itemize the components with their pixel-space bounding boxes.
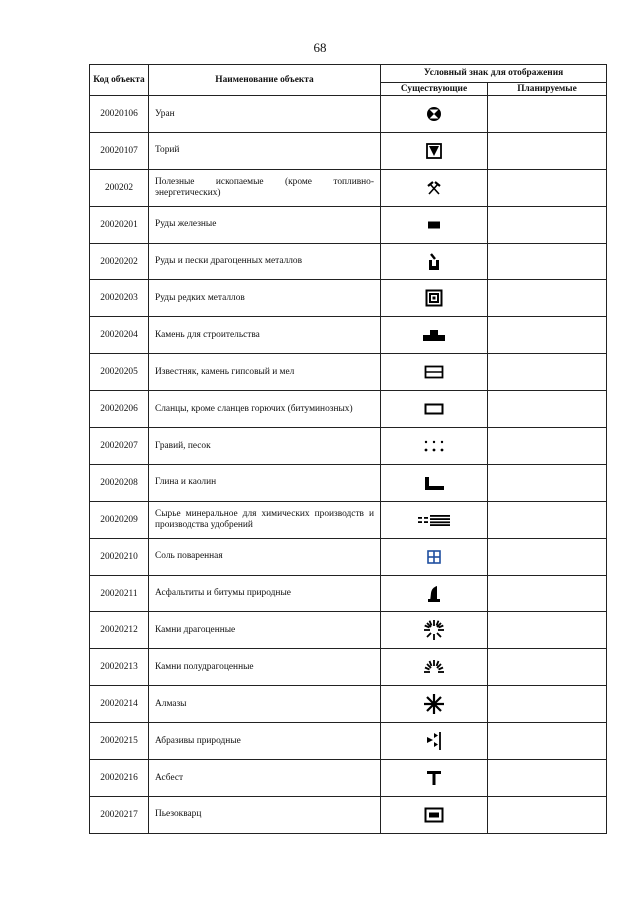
table-row <box>90 169 607 206</box>
planned-symbol-cell <box>488 317 607 354</box>
thorium-icon <box>381 143 487 159</box>
object-name: Руды железные <box>149 206 381 243</box>
asbestos-icon <box>381 770 487 786</box>
planned-symbol-cell <box>488 206 607 243</box>
object-code: 20020206 <box>90 391 149 428</box>
abrasives-icon <box>381 731 487 751</box>
table-row <box>90 723 607 760</box>
table-row <box>90 501 607 538</box>
object-code: 20020202 <box>90 243 149 280</box>
object-code: 20020207 <box>90 428 149 465</box>
existing-symbol-cell <box>381 206 488 243</box>
piezoquartz-icon <box>381 807 487 823</box>
table-row <box>90 575 607 612</box>
object-code: 20020201 <box>90 206 149 243</box>
object-name: Камни драгоценные <box>149 612 381 649</box>
existing-symbol-cell <box>381 796 488 833</box>
table-row <box>90 612 607 649</box>
object-code: 20020214 <box>90 686 149 723</box>
object-code: 200202 <box>90 169 149 206</box>
planned-symbol-cell <box>488 169 607 206</box>
object-name: Руды и пески драгоценных металлов <box>149 243 381 280</box>
existing-symbol-cell <box>381 428 488 465</box>
table-row <box>90 464 607 501</box>
table-row <box>90 686 607 723</box>
object-name: Известняк, камень гипсовый и мел <box>149 354 381 391</box>
existing-symbol-cell <box>381 132 488 169</box>
object-code: 20020215 <box>90 723 149 760</box>
object-code: 20020217 <box>90 796 149 833</box>
table-row <box>90 649 607 686</box>
existing-symbol-cell <box>381 464 488 501</box>
existing-symbol-cell <box>381 317 488 354</box>
object-code: 20020205 <box>90 354 149 391</box>
planned-symbol-cell <box>488 796 607 833</box>
table-row <box>90 317 607 354</box>
planned-symbol-cell <box>488 649 607 686</box>
header-name: Наименование объекта <box>149 65 381 96</box>
object-name: Гравий, песок <box>149 428 381 465</box>
table-row <box>90 96 607 133</box>
limestone-icon <box>381 365 487 379</box>
object-code: 20020212 <box>90 612 149 649</box>
existing-symbol-cell <box>381 538 488 575</box>
planned-symbol-cell <box>488 354 607 391</box>
object-name: Камень для строительства <box>149 317 381 354</box>
object-name: Абразивы природные <box>149 723 381 760</box>
asphaltite-icon <box>381 585 487 603</box>
existing-symbol-cell <box>381 649 488 686</box>
object-name: Алмазы <box>149 686 381 723</box>
object-name: Соль поваренная <box>149 538 381 575</box>
legend-table <box>89 64 607 834</box>
existing-symbol-cell <box>381 612 488 649</box>
shale-icon <box>381 402 487 416</box>
semiprecious-stones-icon <box>381 659 487 675</box>
object-code: 20020209 <box>90 501 149 538</box>
object-code: 20020211 <box>90 575 149 612</box>
uranium-icon <box>381 106 487 122</box>
object-name: Сланцы, кроме сланцев горючих (битуминозных) <box>149 391 381 428</box>
object-name: Камни полудрагоценные <box>149 649 381 686</box>
existing-symbol-cell <box>381 354 488 391</box>
header-code: Код объекта <box>90 65 149 96</box>
planned-symbol-cell <box>488 243 607 280</box>
existing-symbol-cell <box>381 686 488 723</box>
planned-symbol-cell <box>488 428 607 465</box>
existing-symbol-cell <box>381 96 488 133</box>
planned-symbol-cell <box>488 575 607 612</box>
planned-symbol-cell <box>488 464 607 501</box>
object-name: Пьезокварц <box>149 796 381 833</box>
building-stone-icon <box>381 328 487 342</box>
precious-metals-icon <box>381 252 487 272</box>
planned-symbol-cell <box>488 132 607 169</box>
crossed-hammers-icon <box>381 180 487 196</box>
planned-symbol-cell <box>488 538 607 575</box>
object-name: Полезные ископаемые (кроме топливно-энергетических) <box>149 169 381 206</box>
existing-symbol-cell <box>381 575 488 612</box>
page-number: 68 <box>313 40 327 55</box>
table-row <box>90 428 607 465</box>
existing-symbol-cell <box>381 169 488 206</box>
header-symbol-group: Условный знак для отображения <box>381 65 607 83</box>
object-name: Асфальтиты и битумы природные <box>149 575 381 612</box>
object-name: Сырье минеральное для химических производств и производства удобрений <box>149 501 381 538</box>
existing-symbol-cell <box>381 243 488 280</box>
object-code: 20020210 <box>90 538 149 575</box>
object-name: Глина и каолин <box>149 464 381 501</box>
existing-symbol-cell <box>381 760 488 797</box>
table-row <box>90 354 607 391</box>
precious-stones-icon <box>381 619 487 641</box>
existing-symbol-cell <box>381 391 488 428</box>
existing-symbol-cell <box>381 280 488 317</box>
planned-symbol-cell <box>488 501 607 538</box>
object-code: 20020107 <box>90 132 149 169</box>
object-name: Уран <box>149 96 381 133</box>
table-row <box>90 760 607 797</box>
object-code: 20020216 <box>90 760 149 797</box>
object-code: 20020106 <box>90 96 149 133</box>
table-row <box>90 280 607 317</box>
planned-symbol-cell <box>488 391 607 428</box>
table-row <box>90 243 607 280</box>
table-row <box>90 206 607 243</box>
object-name: Руды редких металлов <box>149 280 381 317</box>
planned-symbol-cell <box>488 96 607 133</box>
object-name: Асбест <box>149 760 381 797</box>
planned-symbol-cell <box>488 760 607 797</box>
planned-symbol-cell <box>488 280 607 317</box>
planned-symbol-cell <box>488 612 607 649</box>
clay-kaolin-icon <box>381 475 487 491</box>
object-code: 20020204 <box>90 317 149 354</box>
existing-symbol-cell <box>381 501 488 538</box>
table-row <box>90 391 607 428</box>
object-code: 20020203 <box>90 280 149 317</box>
existing-symbol-cell <box>381 723 488 760</box>
iron-ore-icon <box>381 217 487 233</box>
object-code: 20020208 <box>90 464 149 501</box>
table-row <box>90 538 607 575</box>
diamond-icon <box>381 693 487 715</box>
planned-symbol-cell <box>488 723 607 760</box>
object-name: Торий <box>149 132 381 169</box>
rare-metals-icon <box>381 289 487 307</box>
object-code: 20020213 <box>90 649 149 686</box>
table-row <box>90 796 607 833</box>
chemical-raw-icon <box>381 514 487 526</box>
table-row <box>90 132 607 169</box>
planned-symbol-cell <box>488 686 607 723</box>
header-existing: Существующие <box>381 83 488 96</box>
table-salt-icon <box>381 549 487 565</box>
gravel-sand-icon <box>381 438 487 454</box>
header-planned: Планируемые <box>488 83 607 96</box>
